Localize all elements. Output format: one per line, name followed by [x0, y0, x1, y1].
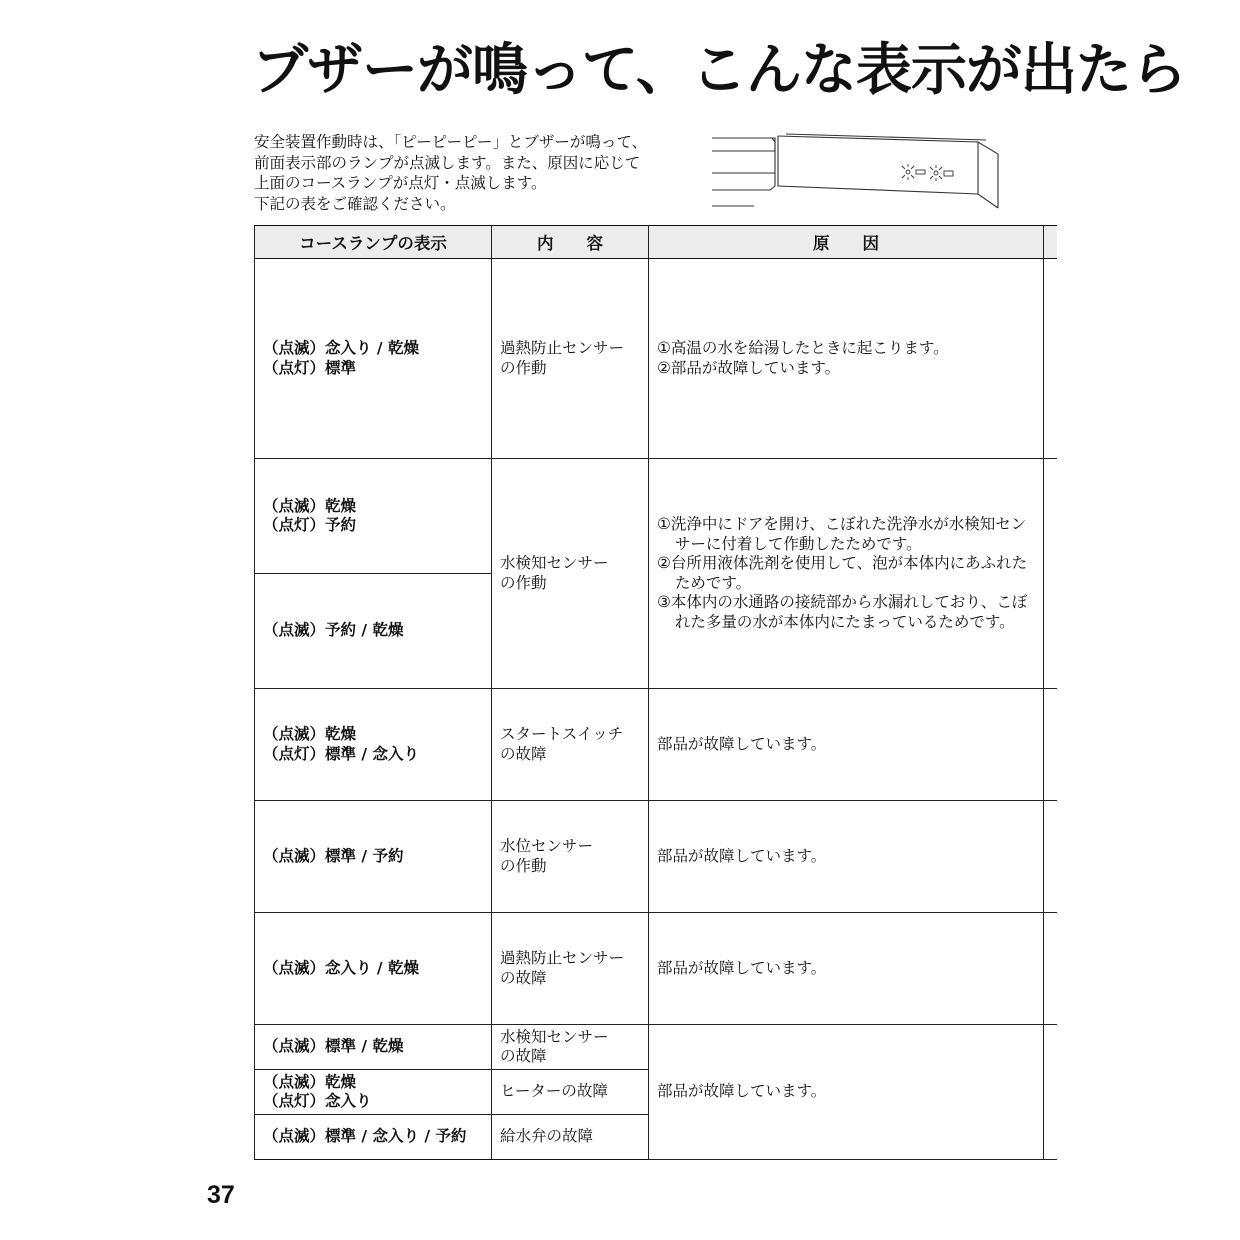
- page-title: ブザーが鳴って、こんな表示が出たら: [252, 38, 1186, 103]
- intro-line: 安全装置作動時は、「ピーピーピー」とブザーが鳴って、: [254, 133, 648, 151]
- lamp-display: （点滅）念入り / 乾燥: [255, 913, 492, 1025]
- table-edge: [1044, 913, 1057, 1025]
- table-row: [255, 689, 1057, 801]
- content-cell: 過熱防止センサー の作動: [492, 259, 649, 459]
- content-cell: 給水弁の故障: [492, 1115, 649, 1160]
- content-cell: 過熱防止センサー の故障: [492, 913, 649, 1025]
- cause-cell: 部品が故障しています。: [649, 801, 1044, 913]
- lamp-display: （点滅）標準 / 念入り / 予約: [255, 1115, 492, 1160]
- header-content: 内 容: [492, 226, 649, 259]
- error-table: [254, 225, 1057, 1160]
- cause-cell: 部品が故障しています。: [649, 1025, 1044, 1160]
- table-edge: [1044, 226, 1057, 259]
- table-row: [255, 459, 1057, 574]
- table-header-row: [255, 226, 1057, 259]
- header-cause: 原 因: [649, 226, 1044, 259]
- intro-line: 前面表示部のランプが点滅します。また、原因に応じて: [254, 153, 641, 172]
- blinking-lamp-icon: [902, 164, 925, 180]
- table-edge: [1044, 689, 1057, 801]
- content-cell: 水検知センサー の作動: [492, 459, 649, 689]
- header-course-lamp: コースランプの表示: [255, 226, 492, 259]
- table-row: [255, 801, 1057, 913]
- intro-line: 上面のコースランプが点灯・点滅します。: [254, 174, 547, 192]
- lamp-display: （点滅）予約 / 乾燥: [255, 574, 492, 689]
- cause-cell: ①高温の水を給湯したときに起こります。 ②部品が故障しています。: [649, 259, 1044, 459]
- cause-cell: ①洗浄中にドアを開け、こぼれた洗浄水が水検知センサーに付着して作動したためです。 ②台所用液体洗剤を使用して、泡が本体内にあふれたためです。 ③本体内の水通路の接続部から水漏れしており、こぼれた多量の水が本体内にたまっているためです。: [649, 459, 1044, 689]
- cause-cell: 部品が故障しています。: [649, 689, 1044, 801]
- lamp-display: （点滅）標準 / 乾燥: [255, 1025, 492, 1070]
- content-cell: スタートスイッチ の故障: [492, 689, 649, 801]
- table-row: [255, 1025, 1057, 1070]
- table-row: [255, 259, 1057, 459]
- table-edge: [1044, 259, 1057, 459]
- content-cell: ヒーターの故障: [492, 1070, 649, 1115]
- lamp-display: （点滅）乾燥 （点灯）予約: [255, 459, 492, 574]
- lamp-display: （点滅）乾燥 （点灯）念入り: [255, 1070, 492, 1115]
- intro-text: [254, 132, 694, 214]
- content-cell: 水検知センサー の故障: [492, 1025, 649, 1070]
- content-cell: 水位センサー の作動: [492, 801, 649, 913]
- table-edge: [1044, 801, 1057, 913]
- table-row: [255, 913, 1057, 1025]
- lamp-display: （点滅）念入り / 乾燥 （点灯）標準: [255, 259, 492, 459]
- cause-cell: 部品が故障しています。: [649, 913, 1044, 1025]
- blinking-lamp-icon: [930, 165, 953, 181]
- page-number: 37: [207, 1181, 235, 1209]
- control-panel-illustration: [710, 128, 1010, 213]
- lamp-display: （点滅）乾燥 （点灯）標準 / 念入り: [255, 689, 492, 801]
- lamp-display: （点滅）標準 / 予約: [255, 801, 492, 913]
- intro-line: 下記の表をご確認ください。: [254, 194, 456, 213]
- table-edge: [1044, 1025, 1057, 1160]
- table-edge: [1044, 459, 1057, 689]
